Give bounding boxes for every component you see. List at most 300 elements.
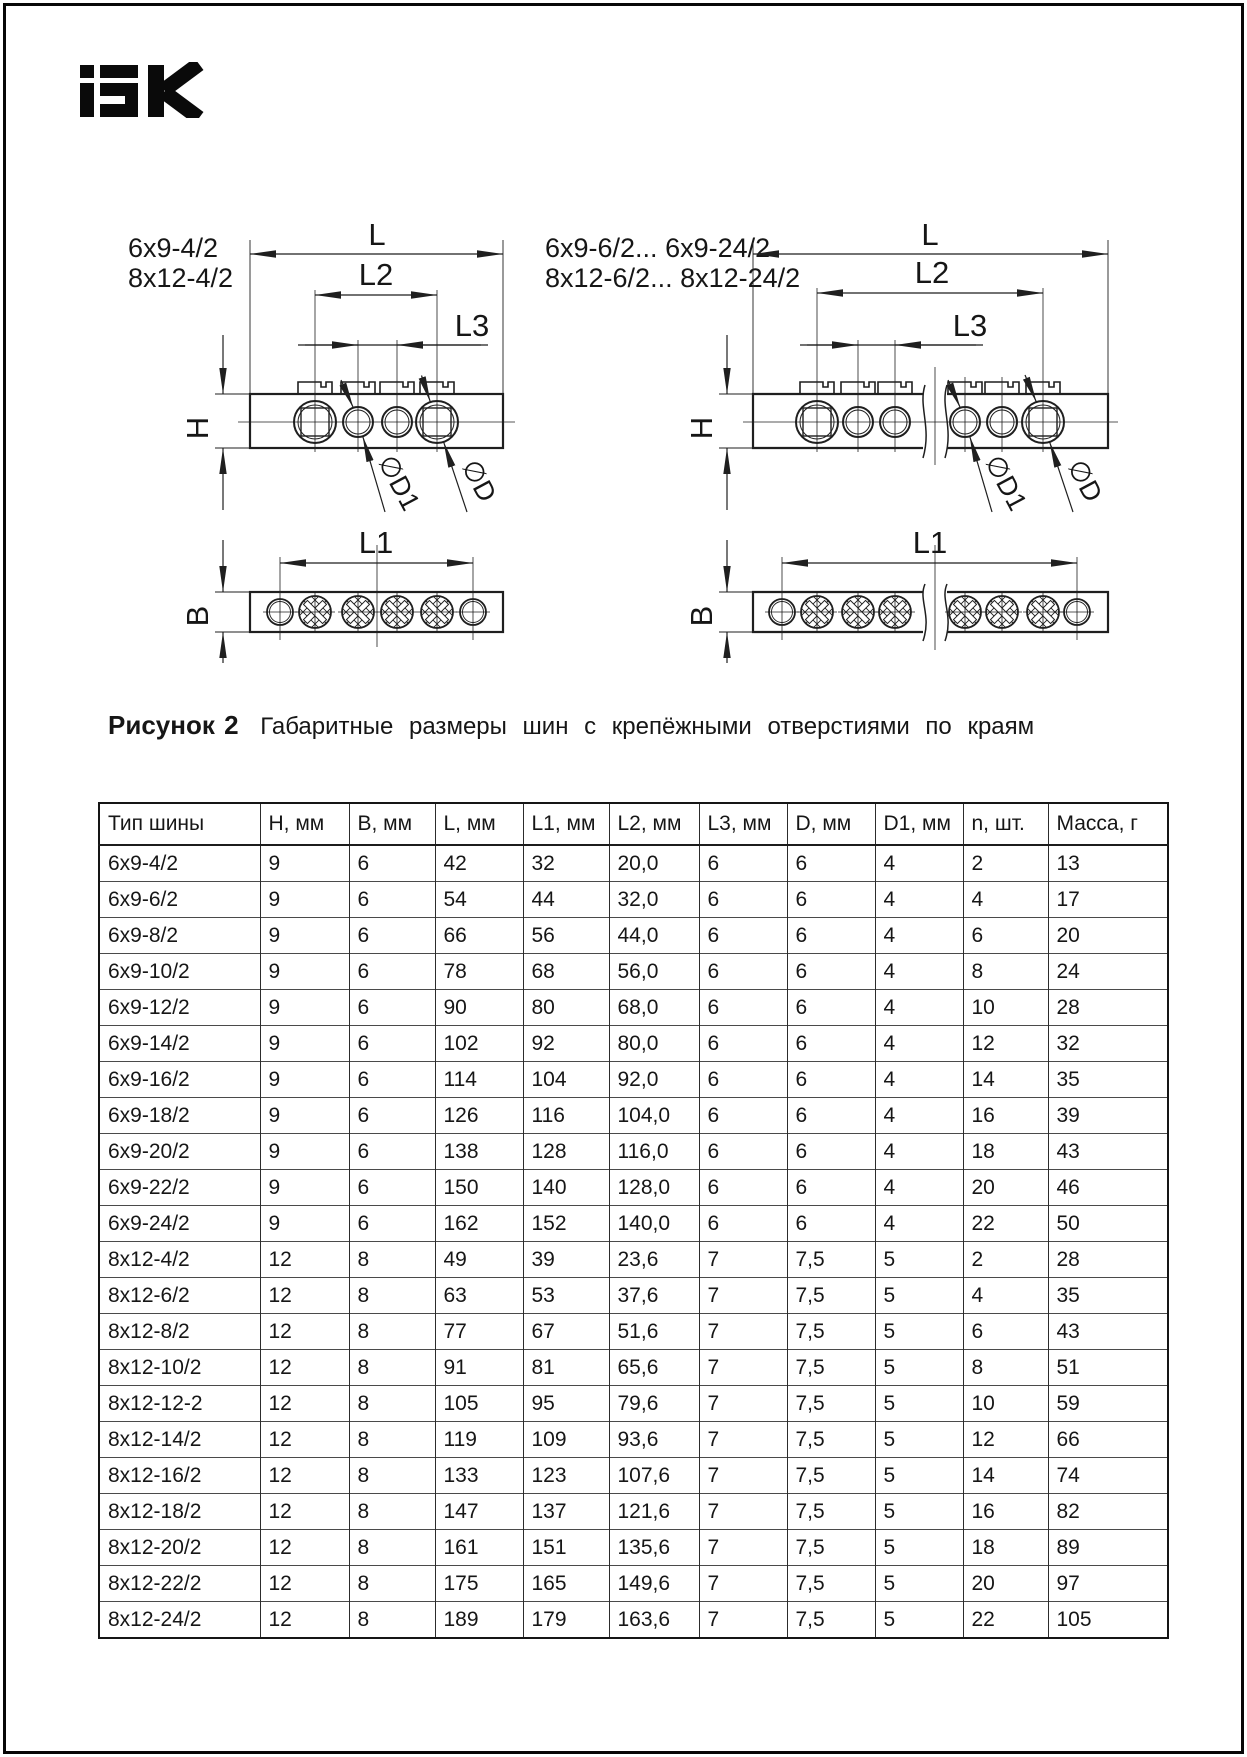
table-cell: 6 <box>787 1170 875 1206</box>
table-cell: 54 <box>435 882 523 918</box>
table-cell: 20 <box>963 1170 1048 1206</box>
dim-label-b: B <box>180 605 215 627</box>
table-cell: 93,6 <box>609 1422 699 1458</box>
table-row <box>99 1098 1168 1134</box>
table-cell: 7,5 <box>787 1458 875 1494</box>
table-cell: 5 <box>875 1566 963 1602</box>
table-cell: 5 <box>875 1422 963 1458</box>
table-cell: 90 <box>435 990 523 1026</box>
table-cell: 7 <box>699 1350 787 1386</box>
table-cell: 79,6 <box>609 1386 699 1422</box>
table-cell: 7 <box>699 1458 787 1494</box>
model-label: 6x9-4/2 <box>128 233 219 263</box>
table-cell: 56,0 <box>609 954 699 990</box>
dim-label-l: L <box>921 217 939 252</box>
table-cell: 66 <box>435 918 523 954</box>
spec-table-wrap <box>98 802 1169 1639</box>
table-row <box>99 1314 1168 1350</box>
table-cell: 163,6 <box>609 1602 699 1639</box>
table-row <box>99 1350 1168 1386</box>
table-cell: 8x12-12-2 <box>99 1386 260 1422</box>
table-cell: 5 <box>875 1350 963 1386</box>
table-row <box>99 882 1168 918</box>
table-cell: 6 <box>349 1098 435 1134</box>
table-row <box>99 1494 1168 1530</box>
table-cell: 147 <box>435 1494 523 1530</box>
table-cell: 4 <box>875 954 963 990</box>
figure-left-drawing <box>95 195 525 665</box>
table-cell: 133 <box>435 1458 523 1494</box>
table-row <box>99 1134 1168 1170</box>
table-cell: 6 <box>787 1206 875 1242</box>
table-cell: 22 <box>963 1206 1048 1242</box>
table-cell: 8x12-18/2 <box>99 1494 260 1530</box>
table-cell: 175 <box>435 1566 523 1602</box>
table-cell: 116 <box>523 1098 609 1134</box>
table-cell: 6x9-12/2 <box>99 990 260 1026</box>
table-cell: 4 <box>875 1098 963 1134</box>
table-cell: 67 <box>523 1314 609 1350</box>
table-cell: 9 <box>260 1098 349 1134</box>
table-row <box>99 1242 1168 1278</box>
table-cell: 4 <box>875 918 963 954</box>
table-cell: 121,6 <box>609 1494 699 1530</box>
table-cell: 9 <box>260 1170 349 1206</box>
table-cell: 32 <box>1048 1026 1168 1062</box>
table-cell: 32,0 <box>609 882 699 918</box>
logo-glyphs <box>80 64 199 118</box>
table-cell: 149,6 <box>609 1566 699 1602</box>
table-cell: 6 <box>349 1170 435 1206</box>
table-cell: 5 <box>875 1314 963 1350</box>
column-header: L, мм <box>435 803 523 845</box>
table-cell: 18 <box>963 1134 1048 1170</box>
table-cell: 4 <box>875 1170 963 1206</box>
table-cell: 6 <box>787 954 875 990</box>
table-cell: 20 <box>963 1566 1048 1602</box>
table-cell: 78 <box>435 954 523 990</box>
figure-caption <box>108 710 1168 741</box>
table-cell: 116,0 <box>609 1134 699 1170</box>
table-cell: 6 <box>349 918 435 954</box>
table-cell: 17 <box>1048 882 1168 918</box>
spec-table <box>98 802 1169 1639</box>
table-cell: 50 <box>1048 1206 1168 1242</box>
table-cell: 23,6 <box>609 1242 699 1278</box>
table-cell: 6x9-18/2 <box>99 1098 260 1134</box>
table-cell: 123 <box>523 1458 609 1494</box>
table-cell: 8x12-24/2 <box>99 1602 260 1639</box>
column-header: D1, мм <box>875 803 963 845</box>
table-cell: 66 <box>1048 1422 1168 1458</box>
table-cell: 7 <box>699 1530 787 1566</box>
table-cell: 8x12-8/2 <box>99 1314 260 1350</box>
table-cell: 10 <box>963 990 1048 1026</box>
table-cell: 12 <box>260 1494 349 1530</box>
table-cell: 140,0 <box>609 1206 699 1242</box>
table-cell: 12 <box>963 1026 1048 1062</box>
table-cell: 9 <box>260 918 349 954</box>
table-cell: 4 <box>963 882 1048 918</box>
table-row <box>99 1422 1168 1458</box>
table-cell: 6 <box>787 845 875 882</box>
table-cell: 6x9-14/2 <box>99 1026 260 1062</box>
table-cell: 95 <box>523 1386 609 1422</box>
table-row <box>99 1602 1168 1639</box>
table-cell: 4 <box>875 1206 963 1242</box>
table-row <box>99 1566 1168 1602</box>
table-cell: 68 <box>523 954 609 990</box>
table-cell: 39 <box>523 1242 609 1278</box>
model-label: 8x12-4/2 <box>128 263 234 293</box>
dim-label-l1: L1 <box>912 525 948 560</box>
table-cell: 5 <box>875 1530 963 1566</box>
table-cell: 6 <box>349 882 435 918</box>
table-cell: 9 <box>260 882 349 918</box>
table-cell: 74 <box>1048 1458 1168 1494</box>
table-row <box>99 1026 1168 1062</box>
table-cell: 104 <box>523 1062 609 1098</box>
table-cell: 6 <box>787 1134 875 1170</box>
table-cell: 114 <box>435 1062 523 1098</box>
table-cell: 9 <box>260 1062 349 1098</box>
table-cell: 59 <box>1048 1386 1168 1422</box>
table-cell: 6 <box>699 1098 787 1134</box>
table-cell: 6 <box>699 1062 787 1098</box>
table-cell: 10 <box>963 1386 1048 1422</box>
table-cell: 6x9-8/2 <box>99 918 260 954</box>
table-cell: 92 <box>523 1026 609 1062</box>
table-cell: 8 <box>349 1278 435 1314</box>
table-cell: 4 <box>963 1278 1048 1314</box>
table-cell: 81 <box>523 1350 609 1386</box>
table-cell: 6 <box>349 1206 435 1242</box>
table-cell: 6x9-24/2 <box>99 1206 260 1242</box>
table-cell: 104,0 <box>609 1098 699 1134</box>
table-cell: 7 <box>699 1494 787 1530</box>
table-cell: 8x12-4/2 <box>99 1242 260 1278</box>
table-cell: 16 <box>963 1098 1048 1134</box>
iek-logo <box>80 62 220 118</box>
table-cell: 7,5 <box>787 1530 875 1566</box>
dim-label-d: ∅D <box>1061 454 1109 507</box>
table-cell: 8x12-22/2 <box>99 1566 260 1602</box>
table-cell: 126 <box>435 1098 523 1134</box>
table-cell: 56 <box>523 918 609 954</box>
dim-label-l3: L3 <box>454 308 490 343</box>
table-cell: 128,0 <box>609 1170 699 1206</box>
table-cell: 8 <box>349 1386 435 1422</box>
column-header: L1, мм <box>523 803 609 845</box>
table-cell: 9 <box>260 954 349 990</box>
table-cell: 138 <box>435 1134 523 1170</box>
table-cell: 32 <box>523 845 609 882</box>
table-cell: 12 <box>260 1422 349 1458</box>
table-cell: 12 <box>260 1386 349 1422</box>
table-row <box>99 1170 1168 1206</box>
table-cell: 5 <box>875 1242 963 1278</box>
table-cell: 4 <box>875 990 963 1026</box>
table-cell: 7 <box>699 1566 787 1602</box>
table-cell: 6 <box>699 1134 787 1170</box>
table-cell: 8 <box>349 1458 435 1494</box>
table-cell: 8x12-16/2 <box>99 1458 260 1494</box>
table-cell: 161 <box>435 1530 523 1566</box>
table-cell: 107,6 <box>609 1458 699 1494</box>
table-cell: 92,0 <box>609 1062 699 1098</box>
table-cell: 6x9-6/2 <box>99 882 260 918</box>
dim-label-b: B <box>684 605 719 627</box>
table-cell: 5 <box>875 1278 963 1314</box>
table-cell: 12 <box>260 1566 349 1602</box>
figure-caption-text: Габаритные размеры шин с крепёжными отверстиями по краям <box>260 713 1035 740</box>
dim-label-d1: ∅D1 <box>979 450 1033 516</box>
table-cell: 151 <box>523 1530 609 1566</box>
terminal-clamps <box>800 382 1060 394</box>
table-cell: 6 <box>349 845 435 882</box>
table-cell: 5 <box>875 1458 963 1494</box>
table-cell: 12 <box>260 1242 349 1278</box>
column-header: D, мм <box>787 803 875 845</box>
table-cell: 7,5 <box>787 1314 875 1350</box>
table-cell: 6 <box>963 918 1048 954</box>
table-cell: 6x9-20/2 <box>99 1134 260 1170</box>
spec-table-head-row <box>99 803 1168 845</box>
table-cell: 105 <box>1048 1602 1168 1639</box>
table-row <box>99 918 1168 954</box>
table-cell: 4 <box>875 1026 963 1062</box>
table-row <box>99 954 1168 990</box>
table-cell: 14 <box>963 1062 1048 1098</box>
table-cell: 6 <box>787 1026 875 1062</box>
table-cell: 179 <box>523 1602 609 1639</box>
table-cell: 2 <box>963 1242 1048 1278</box>
table-cell: 24 <box>1048 954 1168 990</box>
table-cell: 51,6 <box>609 1314 699 1350</box>
model-label: 6x9-6/2... 6x9-24/2 <box>545 233 771 263</box>
table-cell: 12 <box>260 1278 349 1314</box>
table-cell: 35 <box>1048 1278 1168 1314</box>
table-cell: 109 <box>523 1422 609 1458</box>
table-row <box>99 1458 1168 1494</box>
table-cell: 12 <box>260 1458 349 1494</box>
table-cell: 12 <box>260 1602 349 1639</box>
table-cell: 8 <box>963 1350 1048 1386</box>
table-cell: 6 <box>699 954 787 990</box>
table-cell: 5 <box>875 1386 963 1422</box>
dim-label-h: H <box>684 416 719 440</box>
table-cell: 6 <box>787 1062 875 1098</box>
table-cell: 6 <box>699 1170 787 1206</box>
table-cell: 16 <box>963 1494 1048 1530</box>
table-cell: 8x12-6/2 <box>99 1278 260 1314</box>
table-cell: 7 <box>699 1386 787 1422</box>
table-cell: 5 <box>875 1602 963 1639</box>
column-header: Масса, г <box>1048 803 1168 845</box>
table-cell: 44 <box>523 882 609 918</box>
table-cell: 8 <box>349 1602 435 1639</box>
table-row <box>99 1206 1168 1242</box>
table-cell: 14 <box>963 1458 1048 1494</box>
table-cell: 22 <box>963 1602 1048 1639</box>
dim-label-l1: L1 <box>358 525 394 560</box>
table-cell: 7,5 <box>787 1602 875 1639</box>
table-cell: 165 <box>523 1566 609 1602</box>
table-cell: 77 <box>435 1314 523 1350</box>
dim-label-l2: L2 <box>914 255 950 290</box>
figure-number: Рисунок 2 <box>108 710 239 740</box>
table-cell: 6 <box>699 882 787 918</box>
table-cell: 6 <box>349 954 435 990</box>
table-cell: 8 <box>349 1422 435 1458</box>
table-cell: 9 <box>260 1026 349 1062</box>
table-cell: 80 <box>523 990 609 1026</box>
table-cell: 8x12-10/2 <box>99 1350 260 1386</box>
table-cell: 8 <box>963 954 1048 990</box>
table-row <box>99 1386 1168 1422</box>
dim-label-l3: L3 <box>952 308 988 343</box>
table-cell: 6 <box>349 1134 435 1170</box>
table-cell: 4 <box>875 882 963 918</box>
table-cell: 6x9-22/2 <box>99 1170 260 1206</box>
table-cell: 6 <box>699 1026 787 1062</box>
table-cell: 44,0 <box>609 918 699 954</box>
table-cell: 152 <box>523 1206 609 1242</box>
table-cell: 9 <box>260 990 349 1026</box>
figure-right-drawing <box>520 195 1140 665</box>
table-cell: 6x9-4/2 <box>99 845 260 882</box>
table-cell: 82 <box>1048 1494 1168 1530</box>
table-row <box>99 845 1168 882</box>
table-cell: 13 <box>1048 845 1168 882</box>
table-cell: 9 <box>260 1134 349 1170</box>
table-cell: 2 <box>963 845 1048 882</box>
terminal-clamps <box>298 382 454 394</box>
table-cell: 42 <box>435 845 523 882</box>
table-cell: 6 <box>349 1062 435 1098</box>
table-cell: 105 <box>435 1386 523 1422</box>
table-cell: 9 <box>260 845 349 882</box>
table-cell: 162 <box>435 1206 523 1242</box>
table-cell: 6 <box>787 1098 875 1134</box>
table-cell: 28 <box>1048 1242 1168 1278</box>
table-cell: 137 <box>523 1494 609 1530</box>
dim-label-l2: L2 <box>358 257 394 292</box>
dim-label-l: L <box>368 217 386 252</box>
table-cell: 37,6 <box>609 1278 699 1314</box>
table-cell: 8 <box>349 1530 435 1566</box>
table-cell: 6 <box>699 1206 787 1242</box>
table-cell: 7 <box>699 1314 787 1350</box>
table-cell: 8 <box>349 1494 435 1530</box>
column-header: Тип шины <box>99 803 260 845</box>
table-cell: 28 <box>1048 990 1168 1026</box>
table-cell: 7,5 <box>787 1494 875 1530</box>
table-cell: 7,5 <box>787 1422 875 1458</box>
table-cell: 53 <box>523 1278 609 1314</box>
table-row <box>99 990 1168 1026</box>
table-cell: 8 <box>349 1350 435 1386</box>
table-cell: 9 <box>260 1206 349 1242</box>
table-cell: 4 <box>875 845 963 882</box>
table-cell: 7,5 <box>787 1566 875 1602</box>
table-row <box>99 1278 1168 1314</box>
table-cell: 20,0 <box>609 845 699 882</box>
table-cell: 12 <box>260 1350 349 1386</box>
table-cell: 5 <box>875 1494 963 1530</box>
table-cell: 6 <box>963 1314 1048 1350</box>
table-cell: 7,5 <box>787 1386 875 1422</box>
table-cell: 6 <box>699 990 787 1026</box>
table-cell: 43 <box>1048 1314 1168 1350</box>
table-cell: 6x9-10/2 <box>99 954 260 990</box>
table-cell: 20 <box>1048 918 1168 954</box>
table-cell: 35 <box>1048 1062 1168 1098</box>
table-cell: 6 <box>699 845 787 882</box>
table-cell: 7 <box>699 1422 787 1458</box>
table-cell: 8 <box>349 1242 435 1278</box>
column-header: n, шт. <box>963 803 1048 845</box>
table-cell: 7 <box>699 1602 787 1639</box>
table-cell: 12 <box>260 1530 349 1566</box>
dim-label-d1: ∅D1 <box>372 450 426 516</box>
table-cell: 43 <box>1048 1134 1168 1170</box>
table-cell: 65,6 <box>609 1350 699 1386</box>
table-cell: 89 <box>1048 1530 1168 1566</box>
table-cell: 140 <box>523 1170 609 1206</box>
table-cell: 128 <box>523 1134 609 1170</box>
table-cell: 7,5 <box>787 1350 875 1386</box>
table-cell: 97 <box>1048 1566 1168 1602</box>
table-cell: 49 <box>435 1242 523 1278</box>
table-cell: 6 <box>787 990 875 1026</box>
table-cell: 6 <box>787 918 875 954</box>
table-cell: 39 <box>1048 1098 1168 1134</box>
table-cell: 7 <box>699 1242 787 1278</box>
column-header: L2, мм <box>609 803 699 845</box>
dim-label-h: H <box>180 416 215 440</box>
table-cell: 6 <box>787 882 875 918</box>
column-header: L3, мм <box>699 803 787 845</box>
table-cell: 6 <box>699 918 787 954</box>
table-cell: 68,0 <box>609 990 699 1026</box>
table-cell: 150 <box>435 1170 523 1206</box>
table-cell: 8 <box>349 1566 435 1602</box>
table-cell: 4 <box>875 1134 963 1170</box>
table-cell: 91 <box>435 1350 523 1386</box>
table-row <box>99 1530 1168 1566</box>
table-cell: 119 <box>435 1422 523 1458</box>
column-header: H, мм <box>260 803 349 845</box>
table-cell: 135,6 <box>609 1530 699 1566</box>
table-cell: 7 <box>699 1278 787 1314</box>
table-cell: 102 <box>435 1026 523 1062</box>
table-cell: 51 <box>1048 1350 1168 1386</box>
table-cell: 189 <box>435 1602 523 1639</box>
table-cell: 46 <box>1048 1170 1168 1206</box>
table-cell: 7,5 <box>787 1278 875 1314</box>
table-row <box>99 1062 1168 1098</box>
table-cell: 8x12-14/2 <box>99 1422 260 1458</box>
table-cell: 6 <box>349 1026 435 1062</box>
table-cell: 63 <box>435 1278 523 1314</box>
model-label: 8x12-6/2... 8x12-24/2 <box>545 263 801 293</box>
table-cell: 8x12-20/2 <box>99 1530 260 1566</box>
table-cell: 6x9-16/2 <box>99 1062 260 1098</box>
table-cell: 12 <box>963 1422 1048 1458</box>
column-header: B, мм <box>349 803 435 845</box>
table-cell: 4 <box>875 1062 963 1098</box>
